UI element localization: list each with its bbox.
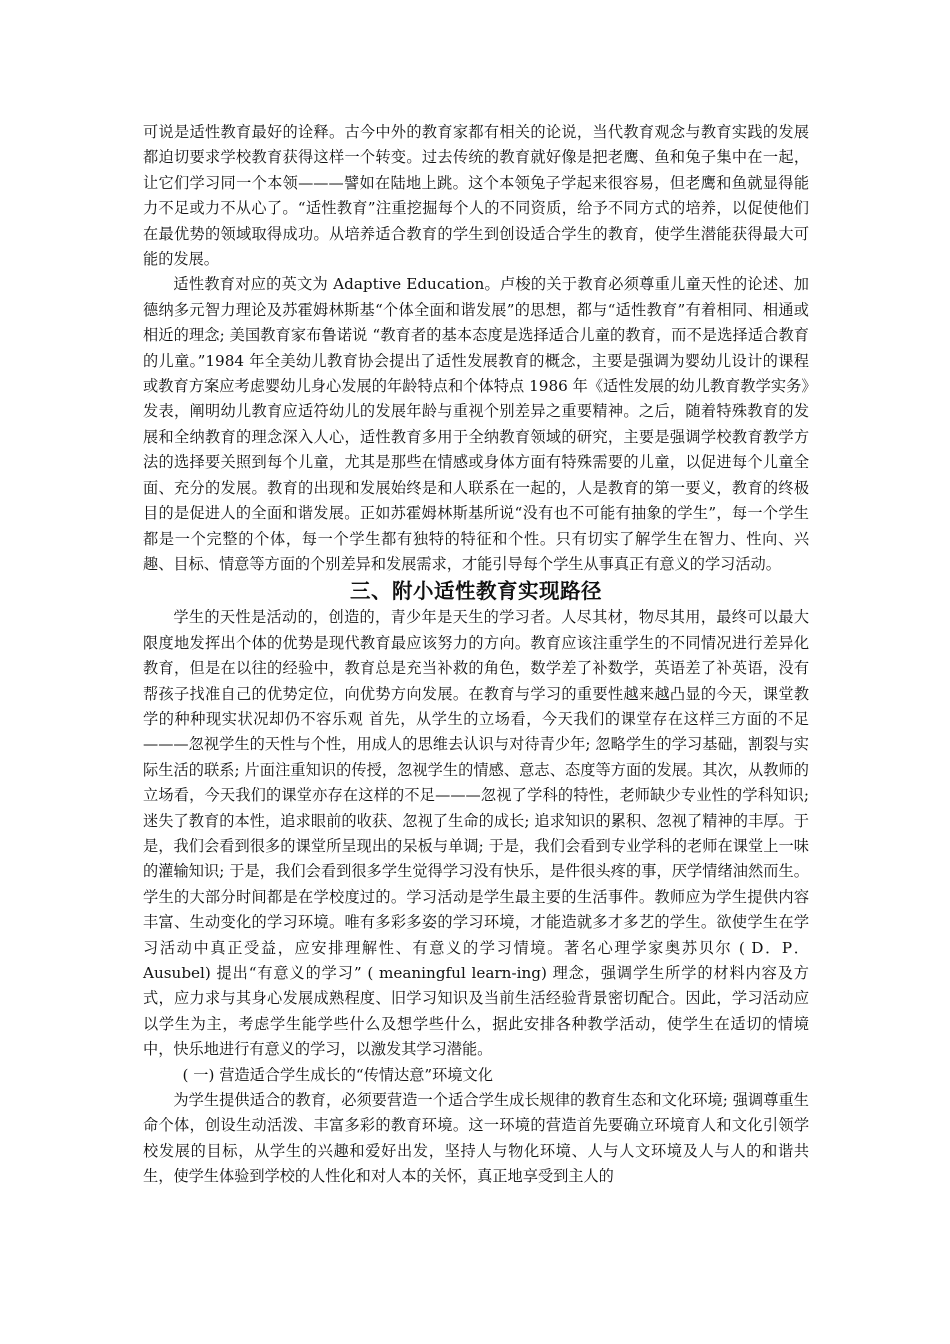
section-title: 三、附小适性教育实现路径 (350, 579, 602, 604)
paragraph-implementation: 学生的天性是活动的，创造的，青少年是天生的学习者。人尽其材，物尽其用，最终可以最大限度地发挥出个体的优势是现代教育最应该努力的方向。教育应该注重学生的不同情况进行差异化教育，但是在以往的经验中，教育总是充当补救的角色，数学差了补数学，英语差了补英语，没有帮孩子找准自己的优势定位，向优势方向发展。在教育与学习的重要性越来越凸显的今天，课堂教学的种种现实状况却仍不容乐观 首先，从学生的立场看，今天我们的课堂存在这样三方面的不足———忽视学生的天性与个性，用成人的思维去认识与对待青少年; 忽略学生的学习基础，割裂与实际生活的联系; 片面注重知识的传授，忽视学生的情感、意志、态度等方面的发展。其次，从教师的立场看，今天我们的课堂亦存在这样的不足———忽视了学科的特性，老师缺少专业性的学科知识; 迷失了教育的本性，追求眼前的收获、忽视了生命的成长; 追求知识的累积、忽视了精神的丰厚。于是，我们会看到很多的课堂所呈现出的呆板与单调; 于是，我们会看到专业学科的老师在课堂上一味的灌输知识; 于是，我们会看到很多学生觉得学习没有快乐，是件很头疼的事，厌学情绪油然而生。学生的大部分时间都是在学校度过的。学习活动是学生最主要的生活事件。教师应为学生提供内容丰富、生动变化的学习环境。唯有多彩多姿的学习环境，才能造就多才多艺的学生。欲使学生在学习活动中真正受益，应安排理解性、有意义的学习情境。著名心理学家奥苏贝尔 ( D．P．Ausubel) 提出“有意义的学习” ( meaningful learn-ing) 理念，强调学生所学的材料内容及方式，应力求与其身心发展成熟程度、旧学习知识及当前生活经验背景密切配合。因此，学习活动应以学生为主，考虑学生能学些什么及想学些什么，据此安排各种教学活动，使学生在适切的情境中，快乐地进行有意义的学习，以激发其学习潜能。 (143, 608, 809, 1059)
paragraph-adaptive-education: 适性教育对应的英文为 Adaptive Education。卢梭的关于教育必须尊重儿童天性的论述、加德纳多元智力理论及苏霍姆林斯基“个体全面和谐发展”的思想，都与“适性教育”有着相同、相通或相近的理念; 美国教育家布鲁诺说 “教育者的基本态度是选择适合儿童的教育，而不是选择适合教育的儿童。”1984 年全美幼儿教育协会提出了适性发展教育的概念，主要是强调为婴幼儿设计的课程或教育方案应考虑婴幼儿身心发展的年龄特点和个体特点 1986 年《适性发展的幼儿教育教学实务》发表，阐明幼儿教育应适符幼儿的发展年龄与重视个别差异之重要精神。之后，随着特殊教育的发展和全纳教育的理念深入人心，适性教育多用于全纳教育领域的研究，主要是强调学校教育教学方法的选择要关照到每个儿童，尤其是那些在情感或身体方面有特殊需要的儿童，以促进每个儿童全面、充分的发展。教育的出现和发展始终是和人联系在一起的，人是教育的第一要义，教育的终极目的是促进人的全面和谐发展。正如苏霍姆林斯基所说“没有也不可能有抽象的学生”，每一个学生都是一个完整的个体，每一个学生都有独特的特征和个性。只有切实了解学生在智力、性向、兴趣、目标、情意等方面的个别差异和发展需求，才能引导每个学生从事真正有意义的学习活动。 (143, 275, 809, 573)
document-page (143, 120, 809, 1190)
paragraph-environment: 为学生提供适合的教育，必须要营造一个适合学生成长规律的教育生态和文化环境; 强调尊重生命个体，创设生动活泼、丰富多彩的教育环境。这一环境的营造首先要确立环境育人和文化引领学校发展的目标，从学生的兴趣和爱好出发，坚持人与物化环境、人与人文环境及人与人的和谐共生，使学生体验到学校的人性化和对人本的关怀，真正地享受到主人的 (143, 1091, 809, 1186)
paragraph-continued: 可说是适性教育最好的诠释。古今中外的教育家都有相关的论说，当代教育观念与教育实践的发展都迫切要求学校教育获得这样一个转变。过去传统的教育就好像是把老鹰、鱼和兔子集中在一起，让它们学习同一个本领———譬如在陆地上跳。这个本领兔子学起来很容易，但老鹰和鱼就显得能力不足或力不从心了。“适性教育”注重挖掘每个人的不同资质，给予不同方式的培养，以促使他们在最优势的领域取得成功。从培养适合教育的学生到创设适合学生的教育，使学生潜能获得最大可能的发展。 (143, 123, 809, 269)
subheading: ( 一) 营造适合学生成长的“传情达意”环境文化 (182, 1065, 493, 1084)
